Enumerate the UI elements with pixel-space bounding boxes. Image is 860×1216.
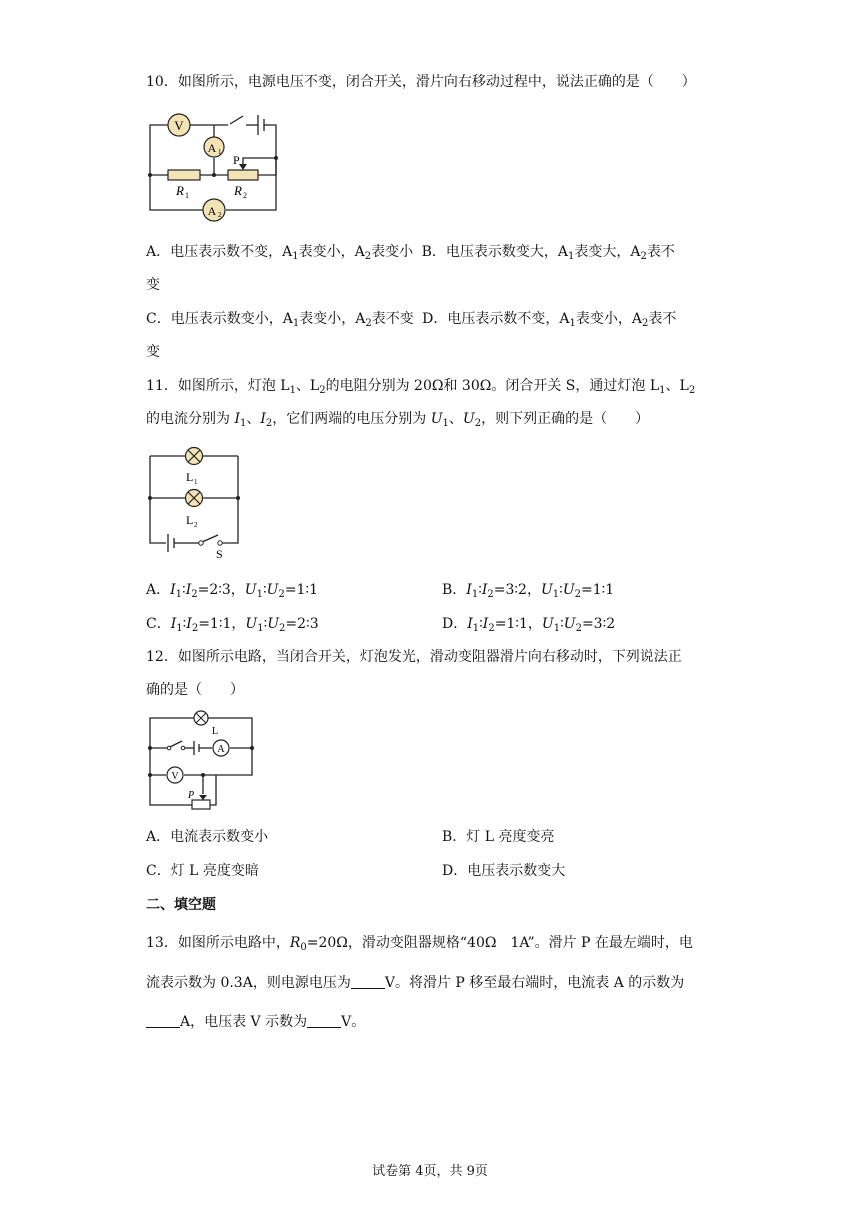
q12-circuit-diagram: [146, 710, 258, 810]
q10-circuit-diagram: [146, 106, 282, 222]
q13-line1: 13．如图所示电路中，$R_0=20\Omega$，滑动变阻器规格“40Ω 1A”。滑片 P 在最左端时，电: [146, 935, 693, 953]
q11-stem-line1: 11．如图所示，灯泡 $L_1$、$L_2$的电阻分别为 20Ω和 30Ω。闭合开关 S，通过灯泡 $L_1$、$L_2$: [146, 378, 696, 396]
q10-option-b: B．电压表示数变大，$A_1$表变大，$A_2$表不: [421, 244, 675, 262]
svg-text:L: L: [186, 513, 194, 527]
q12-stem-line1: 12．如图所示电路，当闭合开关，灯泡发光，滑动变阻器滑片向右移动时，下列说法正: [146, 649, 682, 665]
lamp-l2-icon: [186, 490, 203, 507]
q12-option-b: B．灯 L 亮度变亮: [442, 829, 555, 845]
q10-option-c-d: C．电压表示数变小，$A_1$表变小，$A_2$表不变 D．电压表示数不变，$A_1$表变小，$A_2$表不: [146, 311, 677, 329]
q10-option-d: D．电压表示数不变，$A_1$表变小，$A_2$表不: [422, 311, 677, 329]
answer-blank[interactable]: [351, 974, 385, 989]
q11-option-a: A．$I_1∶I_2=2∶3$，$U_1∶U_2=1∶1$: [146, 582, 319, 600]
svg-text:1: 1: [185, 191, 189, 200]
q12-option-a: A．电流表示数变小: [146, 829, 269, 845]
svg-text:R: R: [234, 183, 242, 198]
lamp-l-icon: [194, 711, 208, 725]
q11-option-c: C．$I_1∶I_2=1∶1$，$U_1∶U_2=2∶3$: [146, 616, 319, 634]
svg-text:V: V: [174, 118, 184, 133]
svg-text:1: 1: [194, 478, 198, 486]
svg-text:R: R: [176, 183, 184, 198]
svg-text:2: 2: [243, 191, 247, 200]
svg-text:2: 2: [194, 521, 198, 529]
q12-stem-line2: 确的是（ ）: [146, 682, 244, 698]
q10-option-a-b: A．电压表示数不变，$A_1$表变小，$A_2$表变小 B．电压表示数变大，$A_1$表变大，$A_2$表不: [146, 244, 675, 262]
svg-text:L: L: [186, 470, 194, 484]
svg-text:P: P: [233, 153, 240, 167]
section-heading: 二、填空题: [146, 897, 216, 913]
q11-option-b: B．$I_1∶I_2=3∶2$，$U_1∶U_2=1∶1$: [442, 582, 615, 600]
svg-text:A: A: [207, 204, 217, 218]
svg-text:V: V: [171, 771, 179, 782]
q10-option-d-cont: 变: [146, 344, 160, 360]
lamp-l1-icon: [186, 448, 203, 465]
svg-text:P: P: [188, 790, 195, 801]
q12-option-c: C．灯 L 亮度变暗: [146, 863, 259, 879]
q13-line3: A，电压表 V 示数为 V。: [146, 1012, 365, 1032]
q11-option-d: D．$I_1∶I_2=1∶1$，$U_1∶U_2=3∶2$: [442, 616, 616, 634]
svg-text:A: A: [207, 141, 217, 155]
q10-option-b-cont: 变: [146, 277, 160, 293]
svg-text:2: 2: [218, 211, 222, 219]
answer-blank[interactable]: [146, 1013, 180, 1028]
q10-stem: 10．如图所示，电源电压不变，闭合开关，滑片向右移动过程中，说法正确的是（ ）: [146, 74, 696, 90]
svg-text:L: L: [212, 726, 219, 737]
answer-blank[interactable]: [307, 1013, 341, 1028]
svg-text:S: S: [216, 547, 223, 560]
q11-stem-line2: 的电流分别为 $I_1$、$I_2$，它们两端的电压分别为 $U_1$、$U_2$，则下列正确的是（ ）: [146, 411, 650, 429]
q11-circuit-diagram: [146, 446, 250, 560]
q13-line2: 流表示数为 0.3A，则电源电压为 V。将滑片 P 移至最右端时，电流表 A 的示数为: [146, 975, 685, 991]
page-footer: 试卷第 4页，共 9页: [372, 1164, 488, 1179]
svg-text:1: 1: [218, 148, 222, 156]
svg-text:A: A: [217, 744, 225, 755]
q12-option-d: D．电压表示数变大: [442, 863, 566, 879]
